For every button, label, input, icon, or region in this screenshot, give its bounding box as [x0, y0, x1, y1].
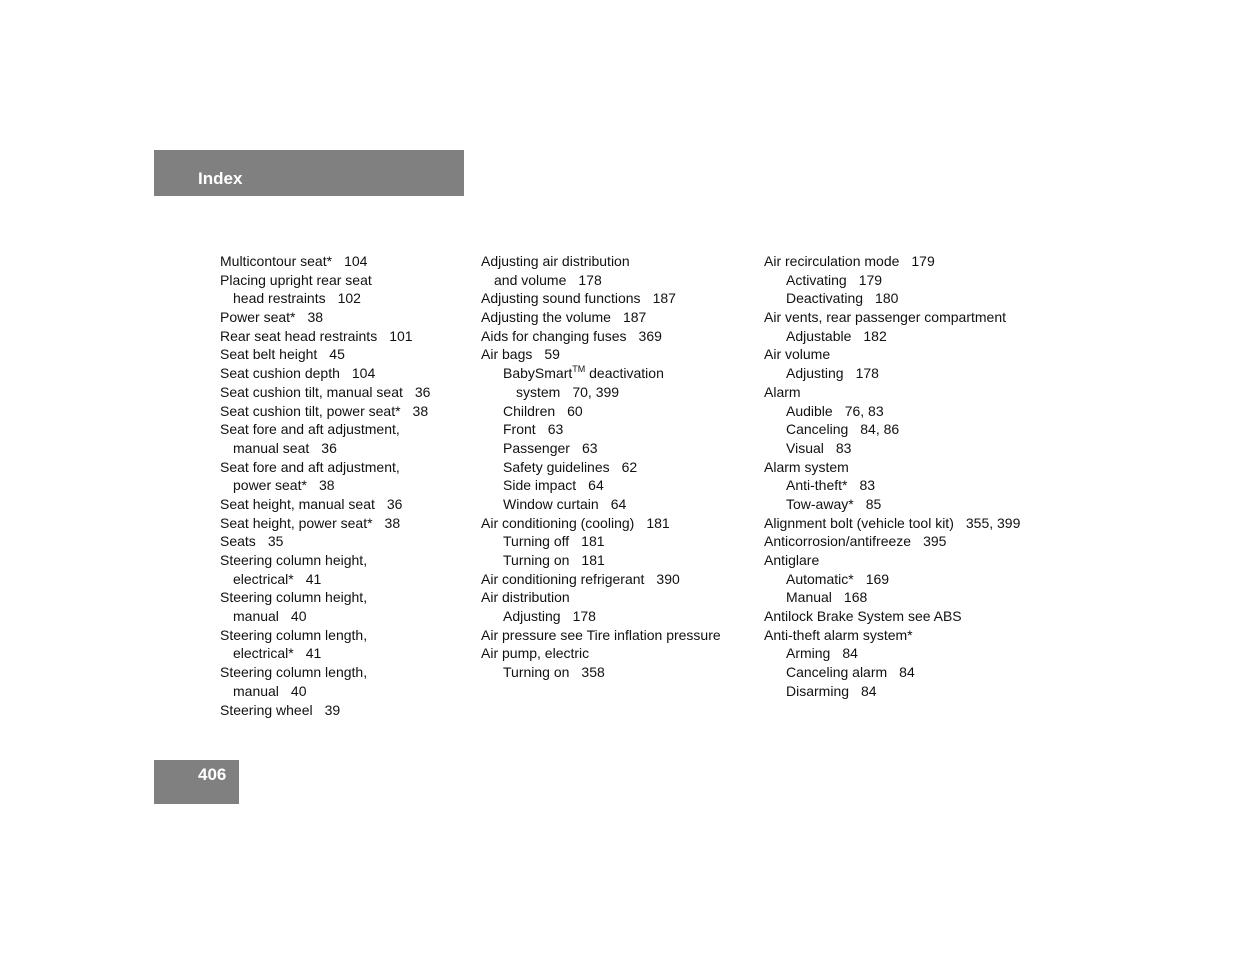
page-reference: 41	[305, 645, 322, 662]
index-term: Seat cushion depth	[220, 365, 340, 382]
index-entry	[220, 327, 430, 346]
index-term: manual seat	[233, 439, 310, 456]
page-reference: 104	[351, 365, 376, 382]
index-term: Seat cushion tilt, manual seat	[220, 383, 403, 400]
index-term: Steering column length,	[220, 626, 368, 643]
index-entry	[220, 588, 430, 607]
page-reference: 179	[858, 271, 883, 288]
index-entry	[481, 402, 721, 421]
index-entry	[481, 532, 721, 551]
index-entry	[764, 327, 1020, 346]
index-term: Seat height, power seat*	[220, 514, 373, 531]
index-term: BabySmart	[503, 365, 573, 382]
index-term: Anti-theft alarm system*	[764, 626, 913, 643]
index-term: Canceling	[786, 421, 849, 438]
index-term: Turning on	[503, 664, 570, 681]
index-term: Seat belt height	[220, 346, 318, 363]
index-entry	[764, 420, 1020, 439]
index-term: head restraints	[233, 290, 326, 307]
index-term: Canceling alarm	[786, 664, 888, 681]
page-reference: 369	[638, 327, 662, 344]
index-term: Adjusting	[503, 608, 561, 625]
page-reference: 168	[843, 589, 868, 606]
index-entry	[764, 252, 1020, 271]
index-term: Seat cushion tilt, power seat*	[220, 402, 401, 419]
page-reference: 38	[307, 309, 324, 326]
index-term: Multicontour seat*	[220, 253, 333, 269]
index-entry	[764, 607, 1020, 626]
index-term: Visual	[786, 439, 824, 456]
index-entry	[481, 644, 721, 663]
index-entry	[481, 439, 721, 458]
page-number-tab	[154, 760, 239, 804]
page-reference: 45	[329, 346, 345, 363]
index-entry	[764, 682, 1020, 701]
index-term: Window curtain	[503, 495, 599, 512]
page-reference: 181	[581, 552, 605, 568]
index-term: Anticorrosion/antifreeze	[764, 533, 912, 550]
index-term: Antiglare	[764, 552, 820, 568]
page-reference: 179	[911, 253, 935, 269]
index-entry	[220, 345, 430, 364]
page-reference: 358	[581, 664, 605, 681]
index-term: Air pump, electric	[481, 645, 590, 662]
index-term: Audible	[786, 402, 833, 419]
index-entry	[764, 289, 1020, 308]
index-column-3	[764, 252, 1020, 701]
index-term: Safety guidelines	[503, 458, 610, 475]
index-entry	[481, 607, 721, 626]
index-entry	[481, 476, 721, 495]
page-reference: 70, 399	[572, 383, 620, 400]
page-reference: 85	[865, 495, 882, 512]
index-entry	[481, 327, 721, 346]
section-title: Index	[198, 169, 243, 188]
index-entry	[481, 514, 721, 533]
index-entry	[220, 308, 430, 327]
index-entry	[764, 364, 1020, 383]
page-reference: 180	[875, 290, 899, 307]
page-reference: 84, 86	[860, 421, 900, 438]
index-entry	[220, 458, 430, 477]
page-reference: 36	[386, 495, 403, 512]
index-term: and volume	[494, 271, 567, 288]
page-reference: 38	[412, 402, 429, 419]
index-entry	[764, 626, 1020, 645]
index-entry	[220, 402, 430, 421]
index-term: Adjusting sound functions	[481, 290, 641, 307]
index-term: Air conditioning refrigerant	[481, 570, 645, 587]
index-entry	[764, 588, 1020, 607]
page-number: 406	[198, 765, 227, 784]
index-column-1	[220, 252, 430, 719]
index-entry	[220, 607, 430, 626]
index-term: system	[516, 383, 561, 400]
index-entry	[220, 626, 430, 645]
index-term: Steering column height,	[220, 589, 368, 606]
page-reference: 40	[290, 608, 307, 625]
page-reference: 178	[855, 365, 879, 382]
index-entry	[764, 402, 1020, 421]
index-term: Turning off	[503, 533, 570, 550]
index-entry	[764, 271, 1020, 290]
index-term: Air recirculation mode	[764, 253, 900, 269]
page-reference: 63	[547, 421, 564, 438]
trademark-superscript: TM	[572, 364, 586, 375]
page-reference: 178	[572, 608, 596, 625]
page-reference: 40	[290, 682, 307, 699]
index-entry	[481, 345, 721, 364]
index-entry	[764, 514, 1020, 533]
index-entry	[220, 252, 430, 271]
index-term: Steering column height,	[220, 552, 368, 568]
index-term: Adjustable	[786, 327, 852, 344]
index-term: Seat fore and aft adjustment,	[220, 458, 400, 475]
index-term: manual	[233, 682, 279, 699]
index-term: Air volume	[764, 346, 831, 363]
index-term: Seats	[220, 533, 256, 550]
page-reference: 169	[865, 570, 890, 587]
index-entry	[220, 420, 430, 439]
index-entry	[764, 495, 1020, 514]
index-term: Seat height, manual seat	[220, 495, 375, 512]
index-term: Steering wheel	[220, 701, 313, 718]
index-entry	[481, 420, 721, 439]
page-reference: 83	[835, 439, 852, 456]
index-term: Arming	[786, 645, 831, 662]
index-term: Children	[503, 402, 556, 419]
index-term: electrical*	[233, 645, 294, 662]
page-reference: 182	[863, 327, 887, 344]
index-term: Placing upright rear seat	[220, 271, 372, 288]
page-reference: 36	[321, 439, 337, 456]
index-entry	[220, 439, 430, 458]
index-term: Disarming	[786, 682, 850, 699]
index-term: Air pressure see Tire inflation pressure	[481, 626, 721, 643]
page-reference: 84	[899, 664, 915, 681]
index-term: Air bags	[481, 346, 533, 363]
page-reference: 64	[610, 495, 627, 512]
index-entry	[481, 271, 721, 290]
page-reference: 84	[861, 682, 877, 699]
index-entry	[764, 458, 1020, 477]
index-entry	[481, 252, 721, 271]
index-entry	[764, 644, 1020, 663]
index-column-2	[481, 252, 721, 682]
index-entry	[220, 495, 430, 514]
page-reference: 181	[581, 533, 605, 550]
index-term: Deactivating	[786, 290, 864, 307]
index-term: Turning on	[503, 552, 570, 568]
page-reference: 62	[621, 458, 638, 475]
page-reference: 101	[389, 327, 413, 344]
page-reference: 395	[923, 533, 947, 550]
index-term: Rear seat head restraints	[220, 327, 378, 344]
index-entry	[764, 551, 1020, 570]
index-term: Seat fore and aft adjustment,	[220, 421, 400, 438]
page-reference: 181	[646, 514, 670, 531]
index-term: Antilock Brake System see ABS	[764, 608, 962, 625]
index-entry	[481, 458, 721, 477]
index-entry	[481, 495, 721, 514]
page-reference: 41	[305, 570, 322, 587]
page-reference: 63	[581, 439, 598, 456]
section-header-bar	[154, 150, 464, 196]
index-entry	[481, 663, 721, 682]
index-entry	[764, 570, 1020, 589]
index-entry	[220, 271, 430, 290]
index-term: electrical*	[233, 570, 294, 587]
index-entry	[764, 439, 1020, 458]
index-entry	[220, 682, 430, 701]
index-entry	[481, 551, 721, 570]
index-term: Aids for changing fuses	[481, 327, 627, 344]
page-reference: 38	[384, 514, 401, 531]
index-term: Air distribution	[481, 589, 570, 606]
index-entry	[764, 663, 1020, 682]
page-reference: 187	[652, 290, 676, 307]
index-term: manual	[233, 608, 279, 625]
page-reference: 76, 83	[844, 402, 884, 419]
index-term: Tow-away*	[786, 495, 854, 512]
index-term: Front	[503, 421, 536, 438]
page-reference: 64	[588, 477, 604, 494]
index-entry	[481, 383, 721, 402]
index-term: Adjusting	[786, 365, 844, 382]
page-reference: 35	[267, 533, 284, 550]
index-entry	[220, 701, 430, 720]
index-entry	[764, 532, 1020, 551]
index-entry	[220, 364, 430, 383]
index-term: power seat*	[233, 477, 307, 494]
page-reference: 102	[337, 290, 361, 307]
index-term-continuation: deactivation	[585, 365, 664, 382]
page-reference: 38	[318, 477, 335, 494]
index-entry	[220, 289, 430, 308]
index-term: Power seat*	[220, 309, 296, 326]
index-entry	[220, 663, 430, 682]
index-entry	[764, 476, 1020, 495]
index-term: Anti-theft*	[786, 477, 848, 494]
page-reference: 59	[544, 346, 560, 363]
index-term: Adjusting air distribution	[481, 253, 630, 269]
index-term: Air conditioning (cooling)	[481, 514, 635, 531]
index-entry	[764, 345, 1020, 364]
page-reference: 83	[859, 477, 876, 494]
index-entry	[220, 551, 430, 570]
index-entry	[220, 476, 430, 495]
index-term: Steering column length,	[220, 664, 368, 681]
index-entry	[220, 644, 430, 663]
index-entry	[481, 626, 721, 645]
index-entry	[481, 308, 721, 327]
index-entry	[764, 383, 1020, 402]
index-term: Manual	[786, 589, 832, 606]
page-reference: 187	[622, 309, 647, 326]
index-term: Passenger	[503, 439, 570, 456]
page-reference: 84	[842, 645, 858, 662]
page-reference: 60	[567, 402, 583, 419]
page-reference: 178	[578, 271, 602, 288]
index-entry	[220, 514, 430, 533]
index-entry	[481, 570, 721, 589]
index-term: Alarm system	[764, 458, 849, 475]
index-term: Adjusting the volume	[481, 309, 611, 326]
page-reference: 39	[324, 701, 341, 718]
page-reference: 104	[344, 253, 368, 269]
index-term: Alignment bolt (vehicle tool kit)	[764, 514, 954, 531]
index-entry	[481, 588, 721, 607]
index-entry	[220, 532, 430, 551]
index-entry	[764, 308, 1020, 327]
index-term: Side impact	[503, 477, 577, 494]
index-entry	[481, 289, 721, 308]
index-term: Automatic*	[786, 570, 854, 587]
index-term: Activating	[786, 271, 847, 288]
page-reference: 355, 399	[965, 514, 1021, 531]
index-term: Air vents, rear passenger compartment	[764, 309, 1006, 326]
index-entry	[220, 570, 430, 589]
page-reference: 36	[414, 383, 431, 400]
index-entry	[220, 383, 430, 402]
index-term: Alarm	[764, 383, 801, 400]
index-entry	[481, 364, 721, 383]
page-reference: 390	[656, 570, 680, 587]
